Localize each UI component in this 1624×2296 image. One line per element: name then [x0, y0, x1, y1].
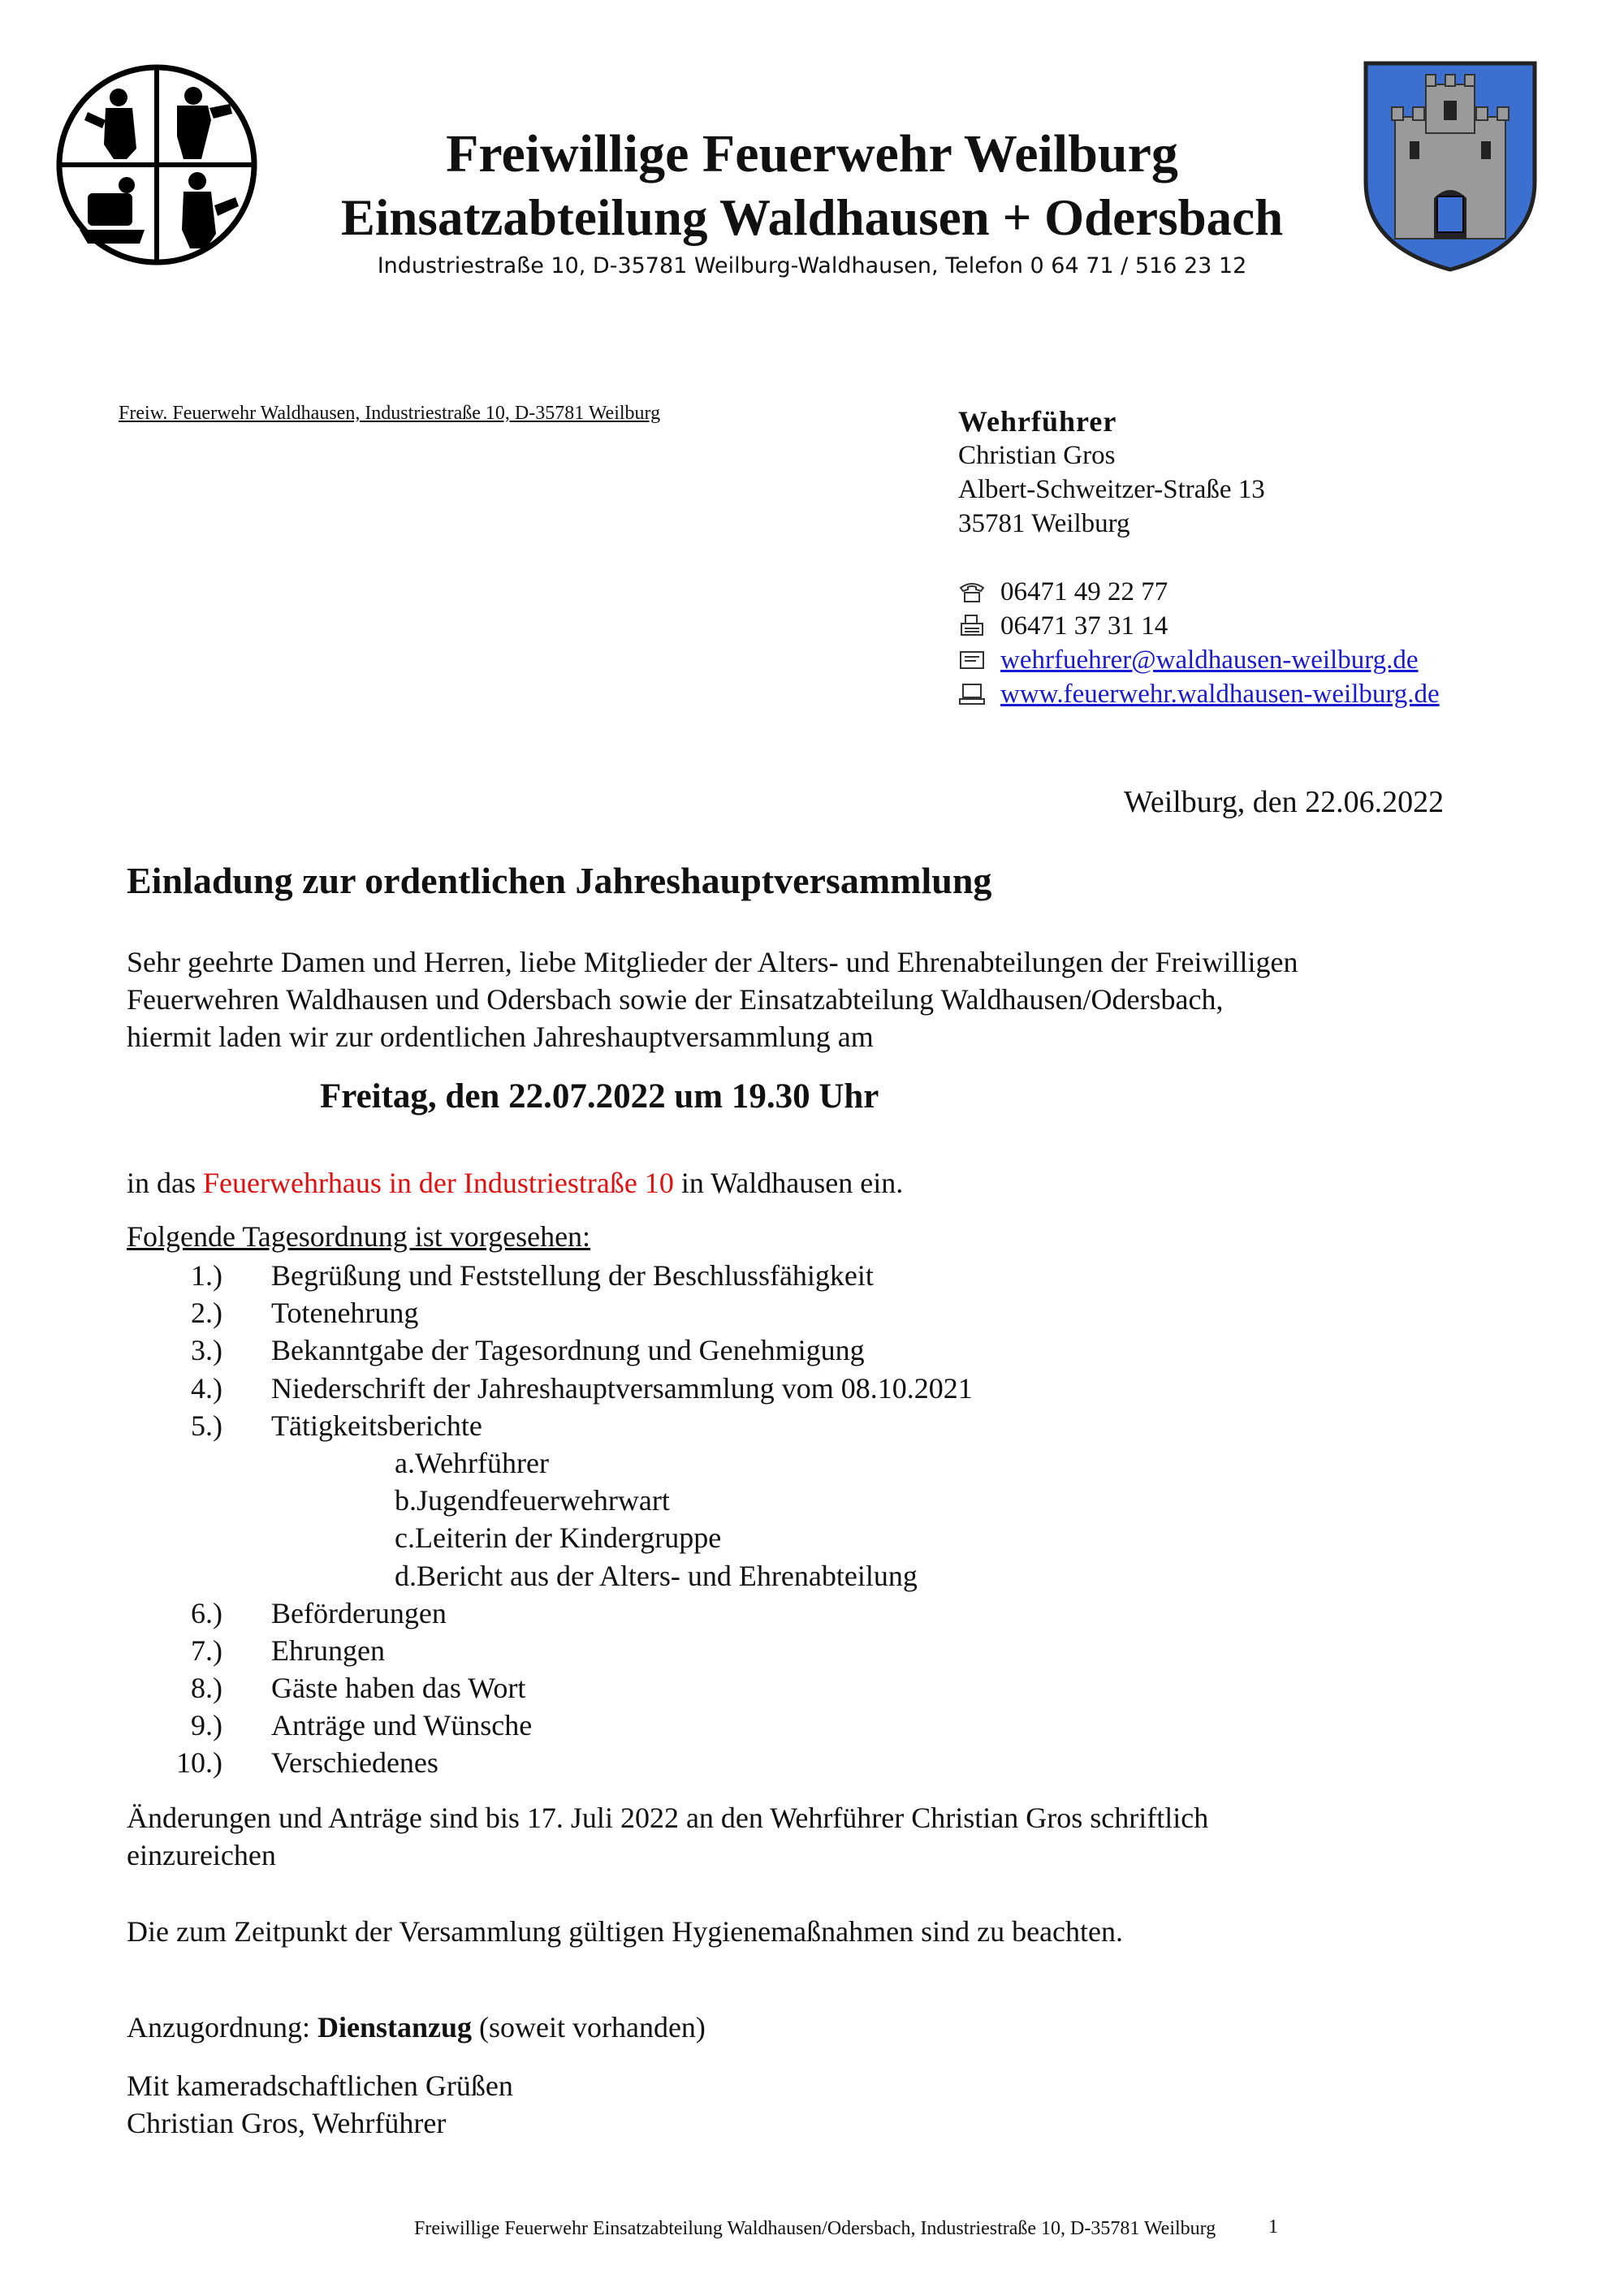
changes-line: Änderungen und Anträge sind bis 17. Juli 2022 an den Wehrführer Christian Gros schriftlich	[127, 1802, 1209, 1834]
closing-greeting: Mit kameradschaftlichen Grüßen	[127, 2069, 513, 2102]
contact-city: 35781 Weilburg	[958, 509, 1130, 538]
sender-return-line: Freiw. Feuerwehr Waldhausen, Industriestraße 10, D-35781 Weilburg	[119, 403, 661, 424]
organization-title: Freiwillige Feuerwehr Weilburg	[446, 124, 1178, 183]
contact-phone: 06471 49 22 77	[1000, 577, 1168, 606]
agenda-subitem: d.Bericht aus der Alters- und Ehrenabteilung	[395, 1559, 918, 1592]
organization-subtitle: Einsatzabteilung Waldhausen + Odersbach	[340, 189, 1284, 246]
contact-block	[958, 404, 1440, 711]
location-suffix: in Waldhausen ein.	[673, 1167, 904, 1199]
letter-date: Weilburg, den 22.06.2022	[1124, 785, 1445, 819]
contact-name: Christian Gros	[958, 441, 1116, 470]
hygiene-paragraph: Die zum Zeitpunkt der Versammlung gültigen Hygienemaßnahmen sind zu beachten.	[127, 1915, 1124, 1948]
agenda-item	[127, 1744, 973, 1781]
agenda-subitem: a.Wehrführer	[395, 1446, 549, 1479]
agenda-text: Niederschrift der Jahreshauptversammlung vom 08.10.2021	[271, 1371, 973, 1405]
agenda-item	[127, 1294, 973, 1331]
agenda-item	[127, 1370, 973, 1407]
contact-email-row	[958, 643, 1440, 677]
agenda-text: Bekanntgabe der Tagesordnung und Genehmigung	[271, 1334, 865, 1367]
telephone-icon	[958, 580, 986, 604]
agenda-subitem: b.Jugendfeuerwehrwart	[395, 1484, 670, 1517]
agenda-number: 10.)	[176, 1746, 222, 1780]
agenda-subitem: c.Leiterin der Kindergruppe	[395, 1521, 722, 1555]
agenda-item	[127, 1331, 973, 1369]
agenda-number: 2.)	[191, 1297, 222, 1330]
agenda-text: Anträge und Wünsche	[271, 1709, 533, 1742]
closing-block	[127, 2067, 1523, 2142]
fire-brigade-logo	[55, 63, 258, 266]
contact-role: Wehrführer	[958, 405, 1117, 438]
agenda-number: 9.)	[191, 1709, 222, 1742]
agenda-item	[127, 1257, 973, 1294]
agenda-item	[127, 1669, 973, 1707]
letter-subject: Einladung zur ordentlichen Jahreshauptversammlung	[127, 860, 992, 901]
agenda-text: Ehrungen	[271, 1634, 385, 1667]
agenda-text: Begrüßung und Feststellung der Beschlussfähigkeit	[271, 1259, 874, 1292]
changes-line: einzureichen	[127, 1839, 276, 1871]
agenda-item	[127, 1632, 973, 1669]
location-place: Feuerwehrhaus in der Industriestraße 10	[203, 1167, 674, 1199]
location-prefix: in das	[127, 1167, 203, 1199]
agenda-item	[127, 1595, 973, 1632]
organization-address: Industriestraße 10, D-35781 Weilburg-Waldhausen, Telefon 0 64 71 / 516 23 12	[377, 253, 1247, 278]
contact-website-link[interactable]: www.feuerwehr.waldhausen-weilburg.de	[1000, 680, 1440, 709]
coat-of-arms	[1363, 60, 1538, 273]
email-icon	[958, 648, 986, 672]
signature: Christian Gros, Wehrführer	[127, 2107, 447, 2139]
page-footer: Freiwillige Feuerwehr Einsatzabteilung Waldhausen/Odersbach, Industriestraße 10, D-35781 Weilburg	[414, 2218, 1216, 2239]
dress-code-label: Anzugordnung:	[127, 2011, 317, 2044]
contact-web-row	[958, 677, 1440, 711]
intro-line: Feuerwehren Waldhausen und Odersbach sowie der Einsatzabteilung Waldhausen/Odersbach,	[127, 983, 1224, 1016]
agenda-number: 6.)	[191, 1596, 222, 1629]
page-number: 1	[1268, 2216, 1278, 2238]
dress-code-paragraph	[127, 2009, 1523, 2046]
agenda-number: 1.)	[191, 1259, 222, 1292]
intro-paragraph	[127, 943, 1523, 1055]
meeting-date-time: Freitag, den 22.07.2022 um 19.30 Uhr	[320, 1077, 879, 1116]
agenda-number: 3.)	[191, 1334, 222, 1367]
contact-fax: 06471 37 31 14	[1000, 611, 1168, 641]
intro-line: Sehr geehrte Damen und Herren, liebe Mitglieder der Alters- und Ehrenabteilungen der Freiwilligen	[127, 946, 1298, 978]
agenda-item	[127, 1707, 973, 1744]
contact-phone-row	[958, 575, 1440, 609]
contact-street: Albert-Schweitzer-Straße 13	[958, 475, 1265, 504]
agenda-heading: Folgende Tagesordnung ist vorgesehen:	[127, 1220, 591, 1253]
agenda-number: 7.)	[191, 1634, 222, 1667]
computer-icon	[958, 682, 986, 706]
agenda-list	[127, 1257, 973, 1782]
agenda-number: 5.)	[191, 1409, 222, 1442]
dress-code-value: Dienstanzug	[317, 2011, 472, 2044]
agenda-text: Beförderungen	[271, 1596, 447, 1629]
agenda-text: Gäste haben das Wort	[271, 1672, 526, 1705]
contact-email-link[interactable]: wehrfuehrer@waldhausen-weilburg.de	[1000, 645, 1419, 675]
agenda-number: 8.)	[191, 1672, 222, 1705]
agenda-item	[127, 1407, 973, 1444]
fax-icon	[958, 614, 986, 638]
contact-fax-row	[958, 609, 1440, 643]
changes-paragraph	[127, 1799, 1523, 1874]
dress-code-note: (soweit vorhanden)	[472, 2011, 706, 2044]
intro-line: hiermit laden wir zur ordentlichen Jahreshauptversammlung am	[127, 1021, 874, 1053]
agenda-text: Verschiedenes	[271, 1746, 438, 1780]
location-paragraph	[127, 1164, 1523, 1202]
agenda-text: Tätigkeitsberichte	[271, 1409, 482, 1442]
agenda-number: 4.)	[191, 1371, 222, 1405]
agenda-text: Totenehrung	[271, 1297, 419, 1330]
